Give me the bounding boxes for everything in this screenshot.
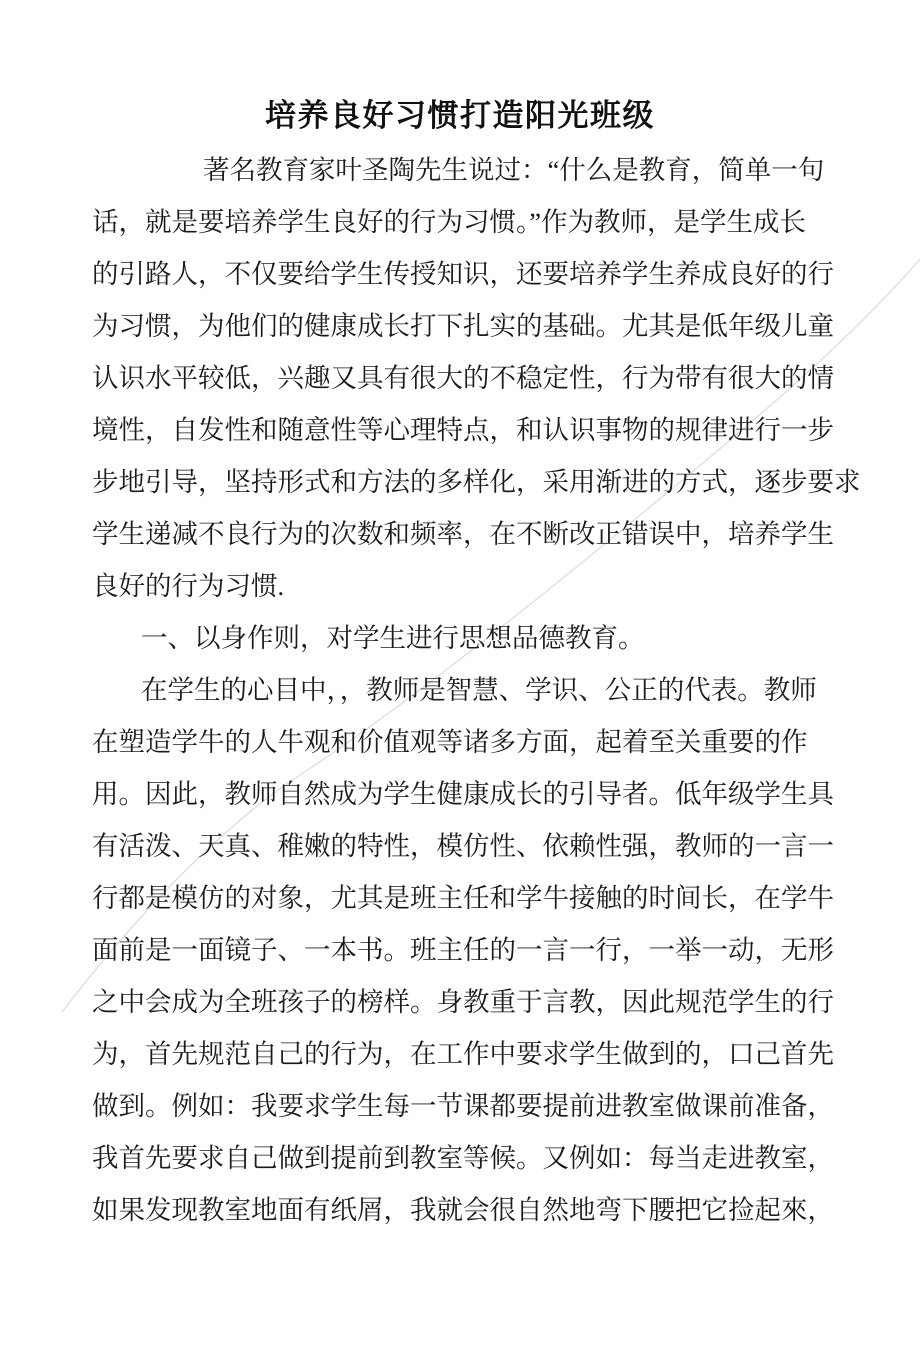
text-line: 之中会成为全班孩子的榜样。身教重于言教，因此规范学生的行 (92, 987, 834, 1017)
text-line: 面前是一面镜子、一本书。班主任的一言一行，一举一动，无形 (92, 935, 834, 965)
text-line: 的引路人，不仅要给学生传授知识，还要培养学生养成良好的行 (92, 259, 834, 289)
text-line: 学生递减不良行为的次数和频率，在不断改正错误中，培养学生 (92, 519, 834, 549)
text-line: 我首先要求自己做到提前到教室等候。又例如：每当走进教室， (92, 1143, 834, 1173)
text-line: 行都是模仿的对象，尤其是班主任和学牛接触的时间长，在学牛 (92, 883, 834, 913)
text-line: 认识水平较低，兴趣又具有很大的不稳定性，行为带有很大的情 (92, 363, 834, 393)
text-line: 著名教育家叶圣陶先生说过：“什么是教育，简单一句 (203, 155, 825, 185)
text-line: 用。因此，教师自然成为学生健康成长的引导者。低年级学生具 (92, 779, 834, 809)
text-line: 步地引导，坚持形式和方法的多样化，采用渐进的方式，逐步要求 (92, 467, 861, 497)
text-line: 在学生的心目中，，教师是智慧、学识、公正的代表。教师 (141, 675, 817, 705)
text-line: 为，首先规范自己的行为，在工作中要求学生做到的，口己首先 (92, 1039, 834, 1069)
text-line: 为习惯，为他们的健康成长打下扎实的基础。尤其是低年级儿童 (92, 311, 834, 341)
document-title: 培养良好习惯打造阳光班级 (265, 98, 655, 133)
text-line: 如果发现教室地面有纸屑，我就会很自然地弯下腰把它捡起來， (92, 1195, 834, 1225)
section-heading-line: 一、以身作则，对学生进行思想品德教育。 (141, 623, 645, 653)
text-line: 有活泼、天真、稚嫩的特性，模仿性、依赖性强，教师的一言一 (92, 831, 834, 861)
text-line: 在塑造学牛的人牛观和价值观等诸多方面，起着至关重要的作 (92, 727, 808, 757)
text-line: 话，就是要培养学生良好的行为习惯。”作为教师，是学生成长 (92, 207, 807, 237)
text-line: 做到。例如：我要求学生每一节课都要提前进教室做课前准备， (92, 1091, 834, 1121)
text-line: 良好的行为习惯. (92, 571, 285, 601)
text-line: 境性，自发性和随意性等心理特点，和认识事物的规律进行一步 (92, 415, 834, 445)
document-body (92, 144, 861, 1236)
